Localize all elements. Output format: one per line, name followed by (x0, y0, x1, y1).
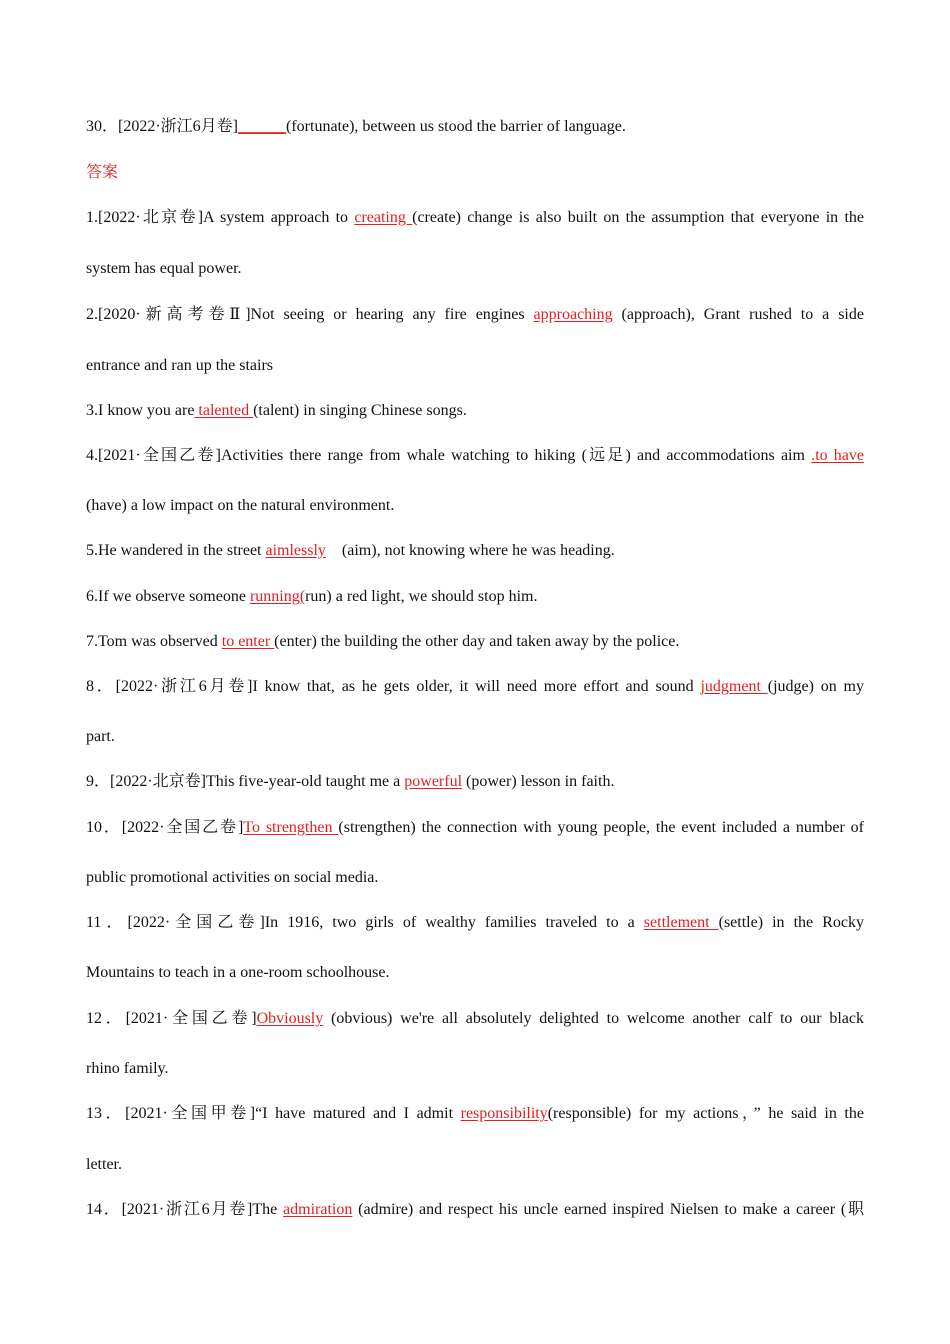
item-text: (settle) in the Rocky (718, 914, 864, 931)
item-text: 9．[2022·北京卷]This five-year-old taught me a (86, 773, 405, 790)
answer-item-8 (86, 677, 864, 697)
question-30 (86, 117, 864, 137)
answer-item-10-continuation: public promotional activities on social media. (86, 869, 379, 886)
answer-item-11-continuation: Mountains to teach in a one-room schoolhouse. (86, 964, 390, 981)
answer-item-14 (86, 1200, 864, 1220)
item-text: 14．[2021·浙江6月卷]The (86, 1201, 284, 1218)
item-text: 6.If we observe someone (86, 588, 250, 605)
question-text: (fortunate), between us stood the barrier of language. (286, 118, 626, 135)
answer-blank: ______ (238, 118, 287, 135)
answer-item-12 (86, 1009, 864, 1029)
item-text: (power) lesson in faith. (462, 773, 615, 790)
answer-word: aimlessly (265, 542, 326, 559)
answer-item-8-continuation: part. (86, 728, 115, 745)
item-text: 4.[2021·全国乙卷]Activities there range from whale watching to hiking (远足) and accommodations aim (86, 447, 812, 464)
item-text: 1.[2022·北京卷]A system approach to (86, 209, 355, 226)
answer-word: admiration (283, 1201, 353, 1218)
answer-item-1 (86, 208, 864, 228)
answer-item-4 (86, 446, 864, 466)
item-text: 5.He wandered in the street (86, 542, 266, 559)
answer-word: talented (194, 402, 254, 419)
item-text: 13．[2021·全国甲卷]“I have matured and I admit (86, 1105, 461, 1122)
item-text: (approach), Grant rushed to a side (612, 306, 864, 323)
answer-item-4-continuation: (have) a low impact on the natural environment. (86, 497, 395, 514)
item-text: 12．[2021·全国乙卷] (86, 1010, 257, 1027)
item-text: (aim), not knowing where he was heading. (325, 542, 615, 559)
question-number: 30． (86, 118, 119, 135)
item-text: (talent) in singing Chinese songs. (253, 402, 467, 419)
item-text: (judge) on my (767, 678, 864, 695)
answer-word: creating (354, 209, 413, 226)
answer-item-13 (86, 1104, 864, 1124)
item-text: 3.I know you are (86, 402, 195, 419)
answers-heading: 答案 (86, 164, 119, 181)
answer-item-2 (86, 305, 864, 325)
item-text: (obvious) we're all absolutely delighted to welcome another calf to our black (323, 1010, 864, 1027)
answer-word: running( (249, 588, 306, 605)
answer-item-12-continuation: rhino family. (86, 1060, 169, 1077)
answer-item-9 (86, 772, 864, 792)
answer-word: To strengthen (243, 819, 339, 836)
item-text: (enter) the building the other day and taken away by the police. (274, 633, 680, 650)
answer-word: to enter (221, 633, 275, 650)
item-text: 2.[2020·新高考卷Ⅱ]Not seeing or hearing any fire engines (86, 306, 534, 323)
item-text: (responsible) for my actions，” he said in the (547, 1105, 864, 1122)
item-text: 8．[2022·浙江6月卷]I know that, as he gets older, it will need more effort and sound (86, 678, 701, 695)
answer-item-10 (86, 818, 864, 838)
answer-word: approaching (533, 306, 613, 323)
answer-item-11 (86, 913, 864, 933)
item-text: 11．[2022·全国乙卷]In 1916, two girls of wealthy families traveled to a (86, 914, 644, 931)
answer-item-3 (86, 401, 864, 421)
answer-word: responsibility (460, 1105, 548, 1122)
answer-item-13-continuation: letter. (86, 1156, 122, 1173)
answer-word: .to have (811, 447, 864, 464)
answer-word: Obviously (256, 1010, 324, 1027)
item-text: (strengthen) the connection with young people, the event included a number of (338, 819, 864, 836)
answer-item-1-continuation: system has equal power. (86, 260, 242, 277)
answer-word: judgment (700, 678, 768, 695)
item-text: (admire) and respect his uncle earned inspired Nielsen to make a career (职 (352, 1201, 864, 1218)
answer-item-6 (86, 587, 864, 607)
answer-item-2-continuation: entrance and ran up the stairs (86, 357, 274, 374)
question-source: [2022·浙江6月卷] (118, 118, 239, 135)
answer-word: settlement (643, 914, 719, 931)
item-text: 10．[2022·全国乙卷] (86, 819, 244, 836)
item-text: run) a red light, we should stop him. (305, 588, 538, 605)
answer-item-7 (86, 632, 864, 652)
item-text: 7.Tom was observed (86, 633, 222, 650)
answer-word: powerful (404, 773, 463, 790)
answer-item-5 (86, 541, 864, 561)
item-text: (create) change is also built on the assumption that everyone in the (412, 209, 864, 226)
